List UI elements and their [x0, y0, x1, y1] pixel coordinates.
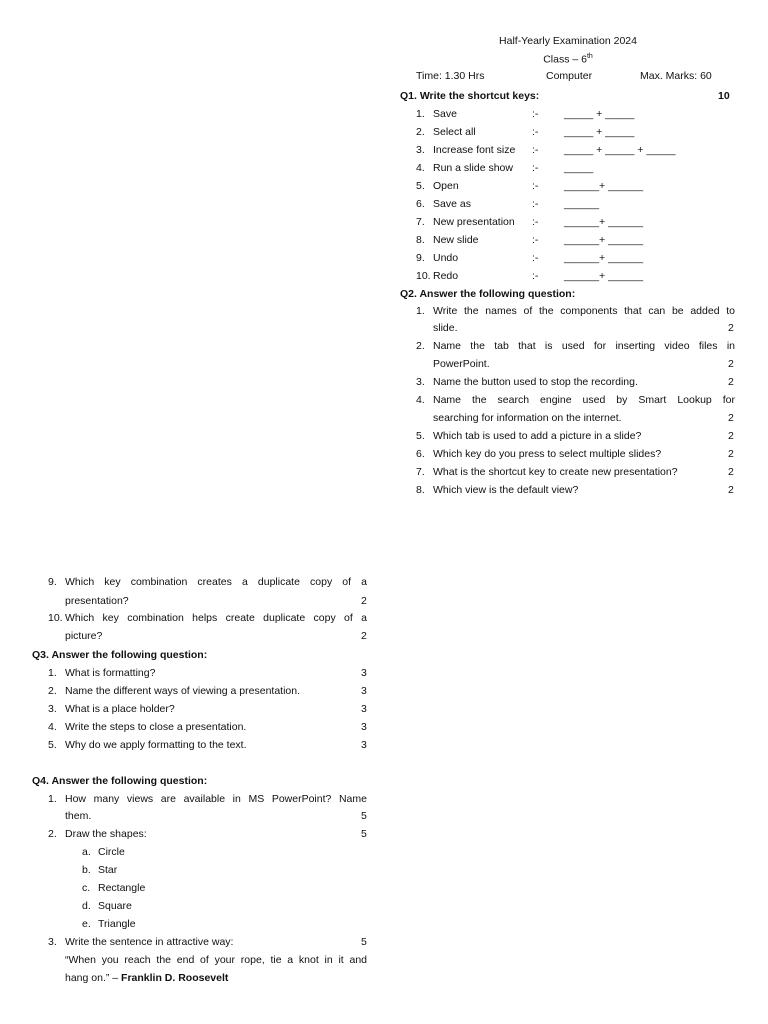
question-text: Why do we apply formatting to the text.	[65, 739, 247, 751]
q1-marks: 10	[718, 90, 730, 102]
answer-blank: _____ + _____	[564, 126, 635, 138]
list-item	[416, 199, 736, 216]
item-label: Run a slide show	[433, 162, 513, 174]
quote-text: “When you reach the end of your rope, tie a knot in it and	[65, 954, 367, 966]
item-number: 10.	[48, 612, 63, 624]
question-marks: 2	[361, 630, 367, 642]
shape-name: Triangle	[98, 918, 136, 930]
sub-item-letter: a.	[82, 846, 91, 858]
sub-item-letter: c.	[82, 882, 91, 894]
list-item	[416, 217, 736, 234]
item-separator: :-	[532, 270, 539, 282]
item-number: 10.	[416, 270, 431, 282]
question-marks: 2	[728, 466, 734, 478]
item-label: Save	[433, 108, 457, 120]
question-text-cont: PowerPoint.	[433, 358, 490, 370]
item-number: 8.	[416, 484, 425, 496]
item-number: 5.	[416, 180, 425, 192]
question-text: How many views are available in MS PowerPoint? Name	[65, 793, 367, 805]
item-number: 6.	[416, 198, 425, 210]
question-marks: 3	[361, 685, 367, 697]
item-number: 6.	[416, 448, 425, 460]
shape-name: Rectangle	[98, 882, 146, 894]
item-number: 5.	[48, 739, 57, 751]
question-text: Which key combination creates a duplicate copy of a	[65, 576, 367, 588]
item-number: 7.	[416, 216, 425, 228]
question-text: Which tab is used to add a picture in a slide?	[433, 430, 642, 442]
question-text-cont: slide.	[433, 322, 458, 334]
question-marks: 2	[728, 376, 734, 388]
question-marks: 2	[728, 448, 734, 460]
item-number: 1.	[416, 305, 425, 317]
question-text: Draw the shapes:	[65, 828, 147, 840]
item-separator: :-	[532, 162, 539, 174]
shape-name: Square	[98, 900, 132, 912]
item-label: Increase font size	[433, 144, 516, 156]
list-item	[416, 253, 736, 270]
item-number: 7.	[416, 466, 425, 478]
q2-heading: Q2. Answer the following question:	[400, 288, 576, 300]
list-item	[416, 145, 736, 162]
question-marks: 3	[361, 667, 367, 679]
item-separator: :-	[532, 108, 539, 120]
quote-attribution	[65, 973, 228, 984]
question-text: Which key combination helps create duplicate copy of a	[65, 612, 367, 624]
item-separator: :-	[532, 234, 539, 246]
exam-time: Time: 1.30 Hrs	[416, 70, 485, 82]
item-label: New slide	[433, 234, 479, 246]
answer-blank: ______+ ______	[564, 270, 644, 282]
item-separator: :-	[532, 126, 539, 138]
item-number: 4.	[416, 394, 425, 406]
question-text-cont: picture?	[65, 630, 103, 642]
class-sup: th	[586, 53, 593, 60]
item-number: 2.	[416, 126, 425, 138]
question-marks: 3	[361, 703, 367, 715]
q4-heading: Q4. Answer the following question:	[32, 775, 208, 787]
q4-list	[48, 794, 368, 994]
question-text: Name the different ways of viewing a presentation.	[65, 685, 301, 697]
exam-subject: Computer	[546, 70, 593, 82]
item-number: 1.	[416, 108, 425, 120]
item-label: New presentation	[433, 216, 515, 228]
item-label: Save as	[433, 198, 471, 210]
question-text: Name the search engine used by Smart Lookup for	[433, 394, 735, 406]
question-marks: 2	[728, 430, 734, 442]
item-separator: :-	[532, 216, 539, 228]
question-marks: 5	[361, 936, 367, 948]
list-item	[416, 271, 736, 288]
answer-blank: _____ + _____ + _____	[564, 144, 676, 156]
q3-heading: Q3. Answer the following question:	[32, 649, 208, 661]
quote-text-end: hang on.” –	[65, 972, 122, 984]
answer-blank: _____ + _____	[564, 108, 635, 120]
q2-continued-list	[48, 577, 368, 649]
question-marks: 3	[361, 721, 367, 733]
answer-blank: ______+ ______	[564, 252, 644, 264]
list-item	[416, 235, 736, 252]
q2-list	[416, 306, 736, 506]
list-item	[416, 181, 736, 198]
answer-blank: ______+ ______	[564, 216, 644, 228]
item-label: Select all	[433, 126, 476, 138]
q1-heading: Q1. Write the shortcut keys:	[400, 90, 540, 102]
item-number: 9.	[48, 576, 57, 588]
question-text: What is the shortcut key to create new presentation?	[433, 466, 678, 478]
question-text: Which view is the default view?	[433, 484, 579, 496]
item-number: 2.	[48, 685, 57, 697]
question-text: Which key do you press to select multiple slides?	[433, 448, 662, 460]
question-text: Name the button used to stop the recording.	[433, 376, 638, 388]
answer-blank: ______+ ______	[564, 180, 644, 192]
question-marks: 2	[728, 322, 734, 334]
max-marks: Max. Marks: 60	[640, 70, 712, 82]
item-number: 2.	[416, 340, 425, 352]
answer-blank: ______	[564, 198, 600, 210]
question-text: Name the tab that is used for inserting video files in	[433, 340, 735, 352]
exam-title: Half-Yearly Examination 2024	[499, 35, 637, 47]
list-item	[416, 163, 736, 180]
class-label	[400, 53, 736, 65]
item-number: 9.	[416, 252, 425, 264]
question-text-cont: them.	[65, 810, 92, 822]
question-marks: 2	[728, 412, 734, 424]
question-text: What is formatting?	[65, 667, 156, 679]
item-number: 3.	[416, 376, 425, 388]
q3-list	[48, 668, 368, 758]
item-number: 4.	[48, 721, 57, 733]
item-number: 3.	[48, 703, 57, 715]
question-marks: 2	[361, 595, 367, 607]
shape-name: Circle	[98, 846, 125, 858]
question-text: Write the names of the components that can be added to	[433, 305, 735, 317]
shape-name: Star	[98, 864, 118, 876]
sub-item-letter: e.	[82, 918, 91, 930]
question-marks: 3	[361, 739, 367, 751]
item-label: Undo	[433, 252, 459, 264]
item-separator: :-	[532, 144, 539, 156]
question-text: Write the steps to close a presentation.	[65, 721, 247, 733]
item-number: 5.	[416, 430, 425, 442]
list-item	[416, 127, 736, 144]
question-marks: 5	[361, 810, 367, 822]
question-marks: 2	[728, 484, 734, 496]
item-separator: :-	[532, 198, 539, 210]
class-base: Class – 6	[543, 53, 587, 66]
item-number: 3.	[416, 144, 425, 156]
item-label: Open	[433, 180, 459, 192]
item-number: 2.	[48, 828, 57, 840]
question-marks: 5	[361, 828, 367, 840]
item-number: 3.	[48, 936, 57, 948]
answer-blank: ______+ ______	[564, 234, 644, 246]
item-label: Redo	[433, 270, 459, 282]
question-text-cont: searching for information on the internet.	[433, 412, 622, 424]
item-number: 8.	[416, 234, 425, 246]
quote-author: Franklin D. Roosevelt	[121, 972, 229, 984]
sub-item-letter: d.	[82, 900, 91, 912]
item-number: 1.	[48, 667, 57, 679]
sub-item-letter: b.	[82, 864, 91, 876]
item-number: 4.	[416, 162, 425, 174]
question-text: What is a place holder?	[65, 703, 175, 715]
answer-blank: _____	[564, 162, 594, 174]
question-text: Write the sentence in attractive way:	[65, 936, 234, 948]
item-number: 1.	[48, 793, 57, 805]
item-separator: :-	[532, 180, 539, 192]
question-text-cont: presentation?	[65, 595, 129, 607]
list-item	[416, 109, 736, 126]
question-marks: 2	[728, 358, 734, 370]
item-separator: :-	[532, 252, 539, 264]
